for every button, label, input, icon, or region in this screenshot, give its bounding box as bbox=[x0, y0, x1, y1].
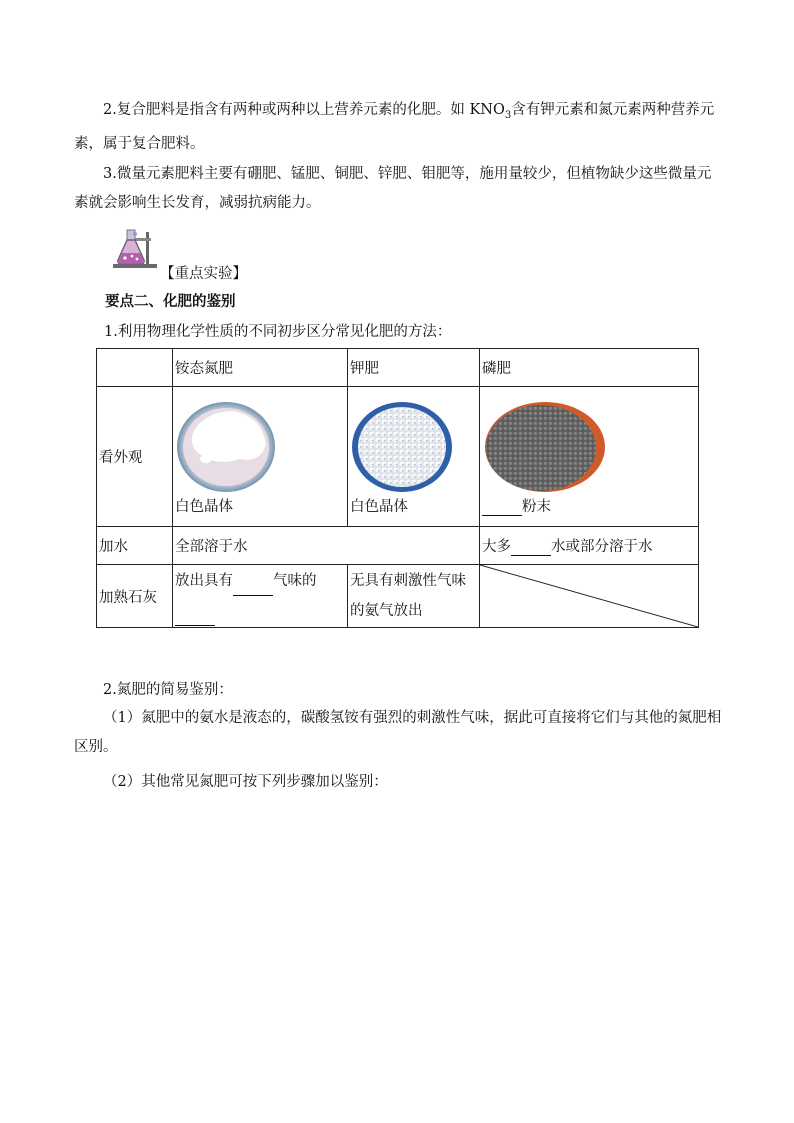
p1-text-b: 含有钾元素和氮元素两种营养元素，属于复合肥料。 bbox=[74, 102, 715, 152]
flask-icon bbox=[113, 226, 159, 270]
cell-water-nk: 全部溶于水 bbox=[173, 527, 480, 565]
row-label-appearance: 看外观 bbox=[97, 387, 173, 527]
potassium-caption: 白色晶体 bbox=[350, 499, 408, 515]
cell-phosphate-appearance bbox=[480, 387, 699, 527]
fertilizer-comparison-table bbox=[96, 348, 699, 628]
lime-text-a: 放出具有 bbox=[175, 573, 233, 589]
table-header-row bbox=[97, 349, 699, 387]
paragraph-nitrogen-step2: （2）其他常见氮肥可按下列步骤加以鉴别： bbox=[103, 774, 388, 790]
lime-gas-blank bbox=[233, 581, 273, 596]
phosphate-caption-line bbox=[482, 495, 696, 516]
water-p-text-a: 大多 bbox=[482, 539, 511, 555]
paragraph-nitrogen-step1: （1）氮肥中的氨水是液态的，碳酸氢铵有强烈的刺激性气味，据此可直接将它们与其他的氮肥相区别。 bbox=[74, 710, 722, 755]
header-cell-empty bbox=[97, 349, 173, 387]
water-p-text-b: 水或部分溶于水 bbox=[551, 539, 653, 555]
cell-lime-phosphate-diagonal bbox=[480, 565, 699, 628]
diagonal-line bbox=[480, 565, 698, 627]
paragraph-nitrogen-identification: 2.氮肥的简易鉴别： bbox=[103, 682, 233, 698]
water-p-blank bbox=[511, 541, 551, 556]
header-phosphate: 磷肥 bbox=[480, 349, 699, 387]
paragraph-compound-fertilizer bbox=[74, 96, 722, 159]
phosphate-color-blank bbox=[482, 501, 522, 516]
header-ammonium: 铵态氮肥 bbox=[173, 349, 348, 387]
cell-lime-ammonium bbox=[173, 565, 348, 628]
phosphate-caption: 粉末 bbox=[522, 499, 551, 515]
ammonium-crystal-photo bbox=[176, 401, 276, 493]
header-potassium: 钾肥 bbox=[348, 349, 480, 387]
key-point-title: 要点二、化肥的鉴别 bbox=[105, 294, 236, 310]
table-row-appearance bbox=[97, 387, 699, 527]
cell-lime-potassium: 无具有刺激性气味的氨气放出 bbox=[348, 565, 480, 628]
table-row-water bbox=[97, 527, 699, 565]
row-label-lime: 加熟石灰 bbox=[97, 565, 173, 628]
table-intro: 1.利用物理化学性质的不同初步区分常见化肥的方法： bbox=[104, 324, 452, 340]
experiment-label: 【重点实验】 bbox=[160, 266, 247, 282]
lime-product-blank bbox=[175, 611, 215, 626]
p1-subscript: 3 bbox=[504, 109, 512, 121]
cell-ammonium-appearance bbox=[173, 387, 348, 527]
cell-potassium-appearance bbox=[348, 387, 480, 527]
potassium-granules-photo bbox=[351, 401, 453, 493]
row-label-water: 加水 bbox=[97, 527, 173, 565]
lime-text-b: 气味的 bbox=[273, 573, 317, 589]
table-row-lime bbox=[97, 565, 699, 628]
paragraph-trace-element-fertilizer: 3.微量元素肥料主要有硼肥、锰肥、铜肥、锌肥、钼肥等，施用量较少，但植物缺少这些微量元素就会影响生长发育，减弱抗病能力。 bbox=[74, 166, 712, 211]
ammonium-caption: 白色晶体 bbox=[175, 499, 233, 515]
phosphate-powder-photo bbox=[483, 401, 605, 493]
cell-water-p bbox=[480, 527, 699, 565]
p1-text-a: 2.复合肥料是指含有两种或两种以上营养元素的化肥。如 KNO bbox=[103, 102, 505, 118]
